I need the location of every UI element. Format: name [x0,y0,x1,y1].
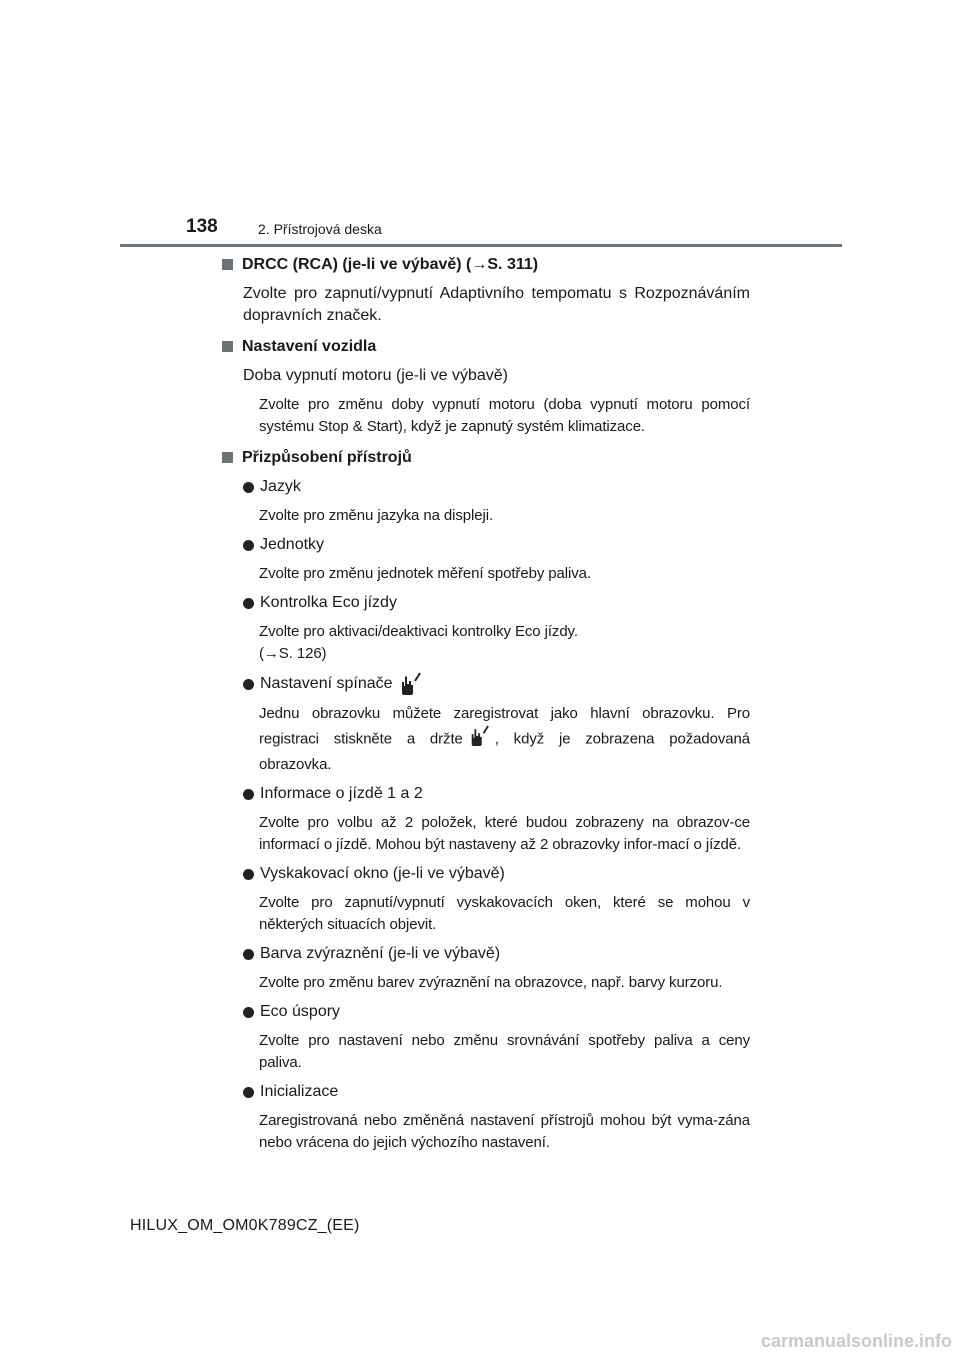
page-number: 138 [186,216,218,237]
item-text: Zvolte pro změnu barev zvýraznění na obrazovce, např. barvy kurzoru. [259,974,723,991]
watermark: carmanualsonline.info [760,1331,952,1351]
round-bullet-icon [243,1087,254,1098]
item-text: Zvolte pro změnu jednotek měření spotřeby paliva. [259,565,591,582]
item-text-part-a: Jednu obrazovku můžete zaregistrovat jako hlavní obrazovku. Pro registraci stiskněte a držte [259,705,750,748]
item-label: Kontrolka Eco jízdy [260,594,397,611]
list-item-popup [243,863,750,885]
square-bullet-icon [222,259,233,270]
section-vehicle-heading [222,336,750,358]
item-text [259,703,750,776]
header-divider [120,244,842,247]
list-item-eco-lamp [243,592,750,614]
list-item-units [243,534,750,556]
round-bullet-icon [243,949,254,960]
square-bullet-icon [222,341,233,352]
section-title: Nastavení vozidla [242,338,377,355]
page-content [222,254,750,1154]
list-item-switch [243,672,750,696]
list-item-language [243,476,750,498]
round-bullet-icon [243,869,254,880]
item-text-line: Zvolte pro aktivaci/deaktivaci kontrolky Eco jízdy. [259,623,578,640]
round-bullet-icon [243,540,254,551]
section-title: DRCC (RCA) (je-li ve výbavě) (→S. 311) [242,256,539,273]
item-label: Informace o jízdě 1 a 2 [260,785,423,802]
list-item-highlight [243,943,750,965]
round-bullet-icon [243,679,254,690]
page-reference: (→S. 126) [259,645,327,662]
item-label: Nastavení spínače [260,675,393,692]
list-item-eco-savings [243,1001,750,1023]
item-text [259,621,750,665]
item-label: Vyskakovací okno (je-li ve výbavě) [260,865,505,882]
round-bullet-icon [243,598,254,609]
item-label: Eco úspory [260,1003,341,1020]
square-bullet-icon [222,452,233,463]
item-text: Zaregistrovaná nebo změněná nastavení přístrojů mohou být vyma-zána nebo vrácena do jejich výchozího nastavení. [259,1112,750,1151]
item-label: Jednotky [260,536,325,553]
list-item-trip [243,783,750,805]
item-text: Zvolte pro nastavení nebo změnu srovnávání spotřeby paliva a ceny paliva. [259,1032,750,1071]
hand-press-switch-icon [469,725,489,754]
section-text: Zvolte pro zapnutí/vypnutí Adaptivního tempomatu s Rozpoznáváním dopravních značek. [243,285,750,324]
item-text: Zvolte pro změnu jazyka na displeji. [259,507,494,524]
section-drcc-heading [222,254,750,276]
item-label: Jazyk [260,478,301,495]
hand-press-switch-icon [399,672,421,696]
section-custom-heading [222,447,750,469]
list-item-init [243,1081,750,1103]
subsection-label: Doba vypnutí motoru (je-li ve výbavě) [243,367,508,384]
item-text-part-b: , když je zobrazena požadovaná obrazovka. [259,730,750,773]
section-text: Zvolte pro změnu doby vypnutí motoru (doba vypnutí motoru pomocí systému Stop & Start), když je zapnutý systém klimatizace. [259,396,750,435]
round-bullet-icon [243,482,254,493]
item-text: Zvolte pro volbu až 2 položek, které budou zobrazeny na obrazov-ce informací o jízdě. Mohou být nastaveny až 2 obrazovky infor-mací o jízdě. [259,814,750,853]
item-label: Barva zvýraznění (je-li ve výbavě) [260,945,501,962]
item-text: Zvolte pro zapnutí/vypnutí vyskakovacích oken, které se mohou v některých situacích objevit. [259,894,750,933]
document-code: HILUX_OM_OM0K789CZ_(EE) [130,1217,360,1234]
round-bullet-icon [243,789,254,800]
chapter-title: 2. Přístrojová deska [258,221,382,237]
round-bullet-icon [243,1007,254,1018]
item-label: Inicializace [260,1083,339,1100]
section-title: Přizpůsobení přístrojů [242,449,412,466]
